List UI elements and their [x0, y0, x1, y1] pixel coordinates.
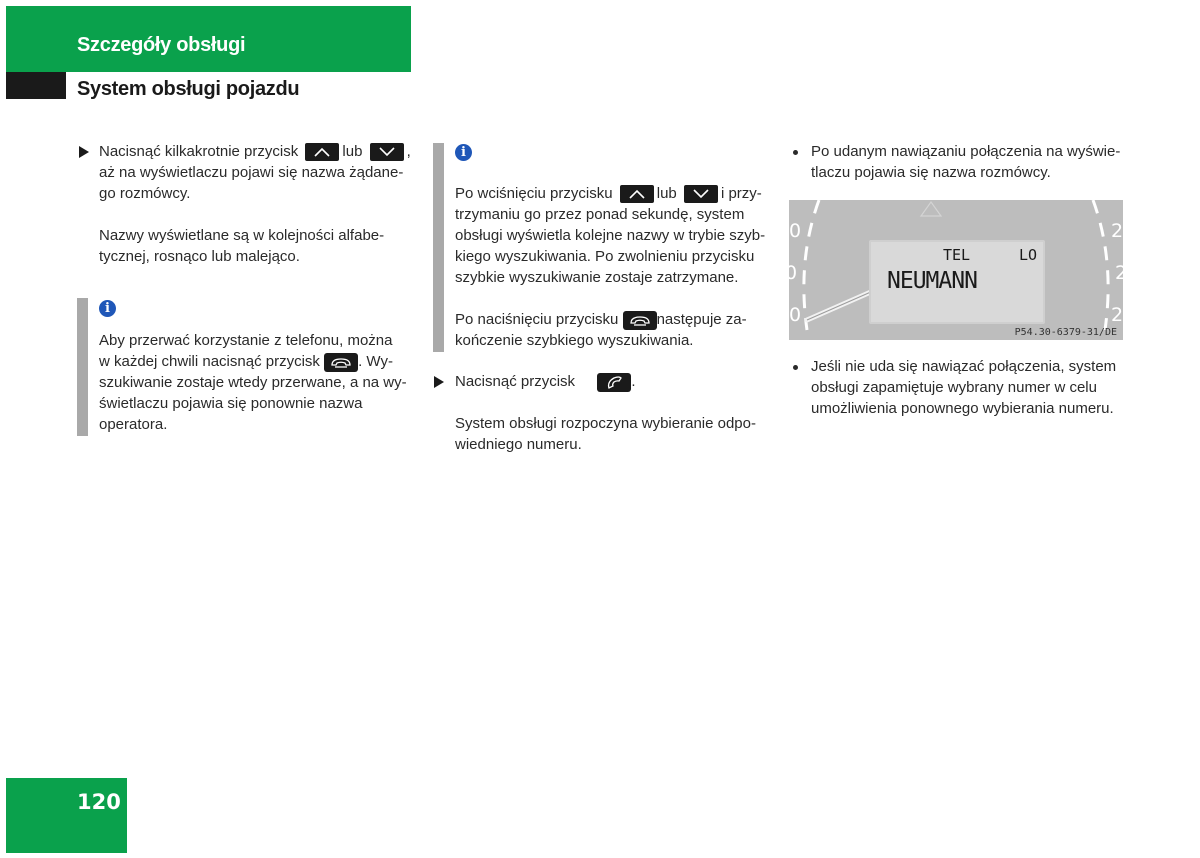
col2-result-line1: System obsługi rozpoczyna wybieranie odpo- — [455, 415, 756, 432]
col1-info-text — [99, 330, 419, 435]
figure-caption: P54.30-6379-31/DE — [1014, 327, 1117, 338]
col3-bullet2 — [811, 356, 1141, 419]
col2-info-a-line1 — [455, 183, 775, 204]
col1-info-line5: operatora. — [99, 416, 168, 433]
info-icon: i — [99, 300, 116, 317]
section-title: Szczegóły obsługi — [77, 34, 246, 56]
col2-result — [455, 413, 775, 455]
col1-note-line1: Nazwy wyświetlane są w kolejności alfabe- — [99, 227, 385, 244]
lcd-contact-name: NEUMANN — [887, 268, 977, 294]
col2-step-period: . — [631, 373, 636, 390]
col2-info-b-line1 — [455, 309, 775, 330]
col2-info-a-line4: kiego wyszukiwania. Po zwolnieniu przycisku — [455, 248, 755, 265]
col2-info-b-text-a: Po naciśnięciu przycisku — [455, 311, 619, 328]
col2-info-a-line2: trzymaniu go przez ponad sekundę, system — [455, 206, 745, 223]
arrow-down-button-icon — [684, 185, 718, 203]
col1-info-line1: Aby przerwać korzystanie z telefonu, można — [99, 332, 393, 349]
col2-info-text-a — [455, 183, 775, 288]
col3-bullet1-line2: tlaczu pojawia się nazwa rozmówcy. — [811, 164, 1051, 181]
call-phone-button-icon — [597, 373, 631, 392]
col3-bullet2-line1: Jeśli nie uda się nawiązać połączenia, system — [811, 358, 1117, 375]
col2-result-line2: wiedniego numeru. — [455, 436, 582, 453]
gauge-left-number: 0 — [789, 220, 802, 242]
col1-step-line2: aż na wyświetlaczu pojawi się nazwa żądane- — [99, 164, 404, 181]
gauge-left-number: 0 — [789, 304, 802, 326]
col2-step — [455, 371, 775, 392]
gauge-left-number: 0 — [785, 262, 798, 284]
lcd-tel-label: TEL — [943, 246, 971, 264]
lcd-lo-label: LO — [1019, 246, 1038, 264]
col1-step — [99, 141, 419, 204]
page-subtitle: System obsługi pojazdu — [77, 78, 300, 100]
col2-info-b-text-b: następuje za- — [656, 311, 747, 328]
gauge-right-number: 2 — [1111, 220, 1124, 242]
step-arrow-icon — [434, 376, 444, 388]
hang-up-phone-button-icon — [324, 353, 358, 372]
col3-bullet1-line1: Po udanym nawiązaniu połączenia na wyświe- — [811, 143, 1121, 160]
col1-info-line3: szukiwanie zostaje wtedy przerwane, a na wy- — [99, 374, 407, 391]
col2-info-a-lub: lub — [656, 185, 677, 202]
gauge-right-number: 2 — [1115, 262, 1128, 284]
col3-bullet1 — [811, 141, 1141, 183]
col1-step-comma: , — [406, 143, 411, 160]
col2-info-b-line2: kończenie szybkiego wyszukiwania. — [455, 332, 694, 349]
col2-info-a-line3: obsługi wyświetla kolejne nazwy w trybie szyb- — [455, 227, 766, 244]
col3-bullet2-line3: umożliwienia ponownego wybierania numeru. — [811, 400, 1114, 417]
col1-info-line4: świetlaczu pojawia się ponownie nazwa — [99, 395, 363, 412]
col1-info-bar — [77, 298, 88, 436]
arrow-up-button-icon — [620, 185, 654, 203]
bullet-icon — [793, 150, 798, 155]
hang-up-phone-button-icon — [623, 311, 657, 330]
bullet-icon — [793, 365, 798, 370]
arrow-up-button-icon — [305, 143, 339, 161]
col2-info-a-text-c: i przy- — [720, 185, 762, 202]
col2-step-text: Nacisnąć przycisk — [455, 373, 576, 390]
gauge-right-number: 2 — [1111, 304, 1124, 326]
header-black-tab — [6, 72, 66, 99]
col2-info-text-b — [455, 309, 775, 351]
col3-bullet2-line2: obsługi zapamiętuje wybrany numer w celu — [811, 379, 1097, 396]
col1-step-line1 — [99, 141, 419, 162]
lcd-display — [869, 240, 1045, 324]
col1-info-line2 — [99, 351, 419, 372]
step-arrow-icon — [79, 146, 89, 158]
col1-note-line2: tycznej, rosnąco lub malejąco. — [99, 248, 300, 265]
col1-step-lub: lub — [342, 143, 363, 160]
col1-info-line2-a: w każdej chwili nacisnąć przycisk — [99, 353, 320, 370]
col1-step-text-a: Nacisnąć kilkakrotnie przycisk — [99, 143, 299, 160]
arrow-down-button-icon — [370, 143, 404, 161]
col2-info-a-line5: szybkie wyszukiwanie zostaje zatrzymane. — [455, 269, 739, 286]
col2-info-a-text-a: Po wciśnięciu przycisku — [455, 185, 613, 202]
col1-info-line2-b: . Wy- — [358, 353, 393, 370]
col2-info-bar — [433, 143, 444, 352]
info-icon: i — [455, 144, 472, 161]
instrument-cluster-figure — [785, 200, 1128, 340]
col1-step-line3: go rozmówcy. — [99, 185, 191, 202]
col1-note — [99, 225, 419, 267]
page-number: 120 — [77, 790, 121, 814]
